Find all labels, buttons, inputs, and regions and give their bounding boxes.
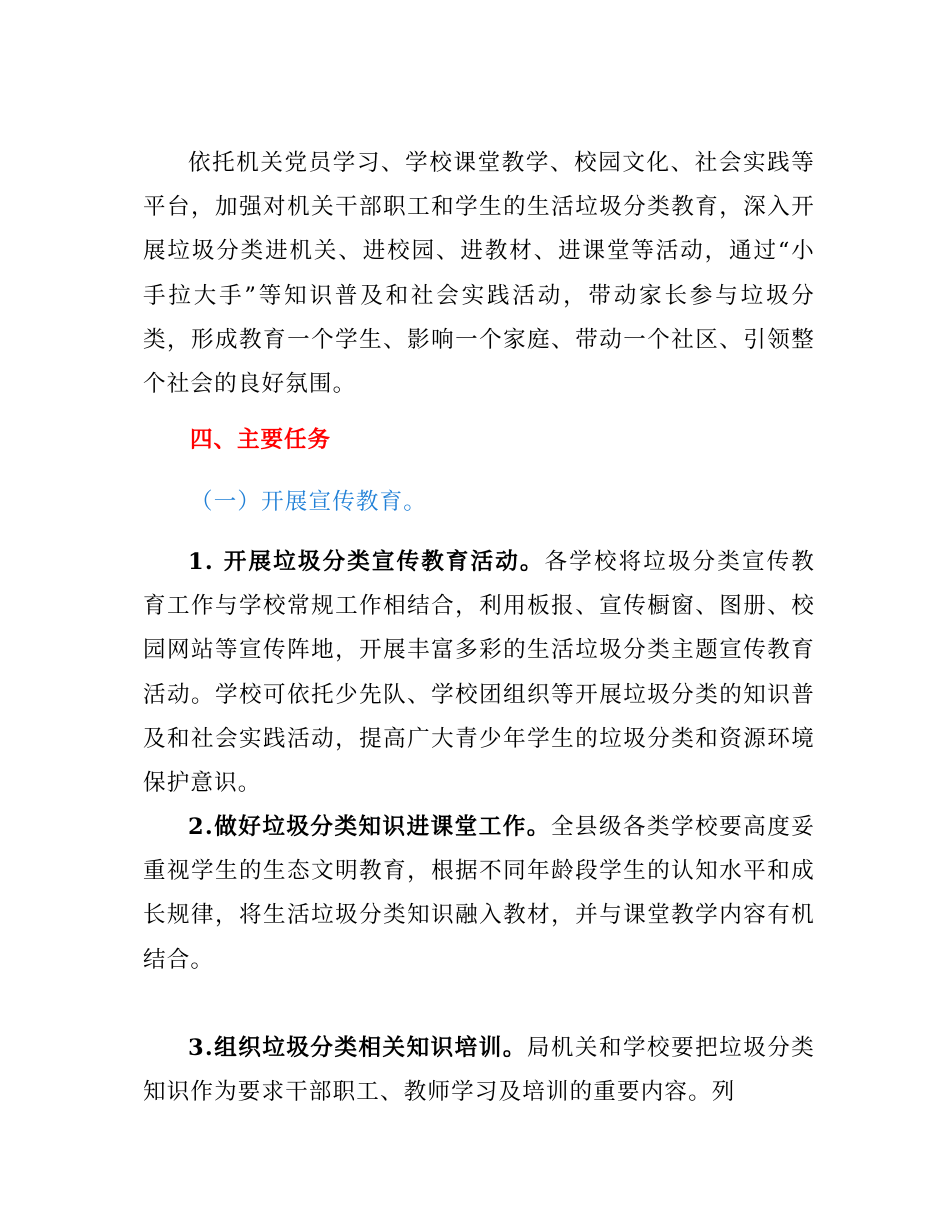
task-item-1-lead: 1. 开展垃圾分类宣传教育活动。 [188, 549, 545, 575]
task-item-3 [143, 1026, 815, 1114]
task-item-2-lead: 2.做好垃圾分类知识进课堂工作。 [188, 814, 551, 840]
task-item-1-body: 各学校将垃圾分类宣传教育工作与学校常规工作相结合，利用板报、宣传橱窗、图册、校园网站等宣传阵地，开展丰富多彩的生活垃圾分类主题宣传教育活动。学校可依托少先队、学校团组织等开展垃圾分类的知识普及和社会实践活动，提高广大青少年学生的垃圾分类和资源环境保护意识。 [143, 549, 816, 797]
task-item-3-lead: 3.组织垃圾分类相关知识培训。 [188, 1035, 527, 1061]
intro-paragraph: 依托机关党员学习、学校课堂教学、校园文化、社会实践等平台，加强对机关干部职工和学生的生活垃圾分类教育，深入开展垃圾分类进机关、进校园、进教材、进课堂等活动，通过“小手拉大手”等知识普及和社会实践活动，带动家长参与垃圾分类，形成教育一个学生、影响一个家庭、带动一个社区、引领整个社会的良好氛围。 [143, 150, 815, 398]
task-item-3-body: 局机关和学校要把垃圾分类知识作为要求干部职工、教师学习及培训的重要内容。列 [143, 1035, 815, 1106]
section-heading: 四、主要任务 [190, 427, 332, 453]
subsection-heading: （一）开展宣传教育。 [190, 489, 428, 515]
task-item-2-body: 全县级各类学校要高度妥重视学生的生态文明教育，根据不同年龄段学生的认知水平和成长规律，将生活垃圾分类知识融入教材，并与课堂教学内容有机结合。 [143, 814, 815, 973]
task-item-1 [143, 540, 815, 805]
task-item-2 [143, 805, 815, 982]
